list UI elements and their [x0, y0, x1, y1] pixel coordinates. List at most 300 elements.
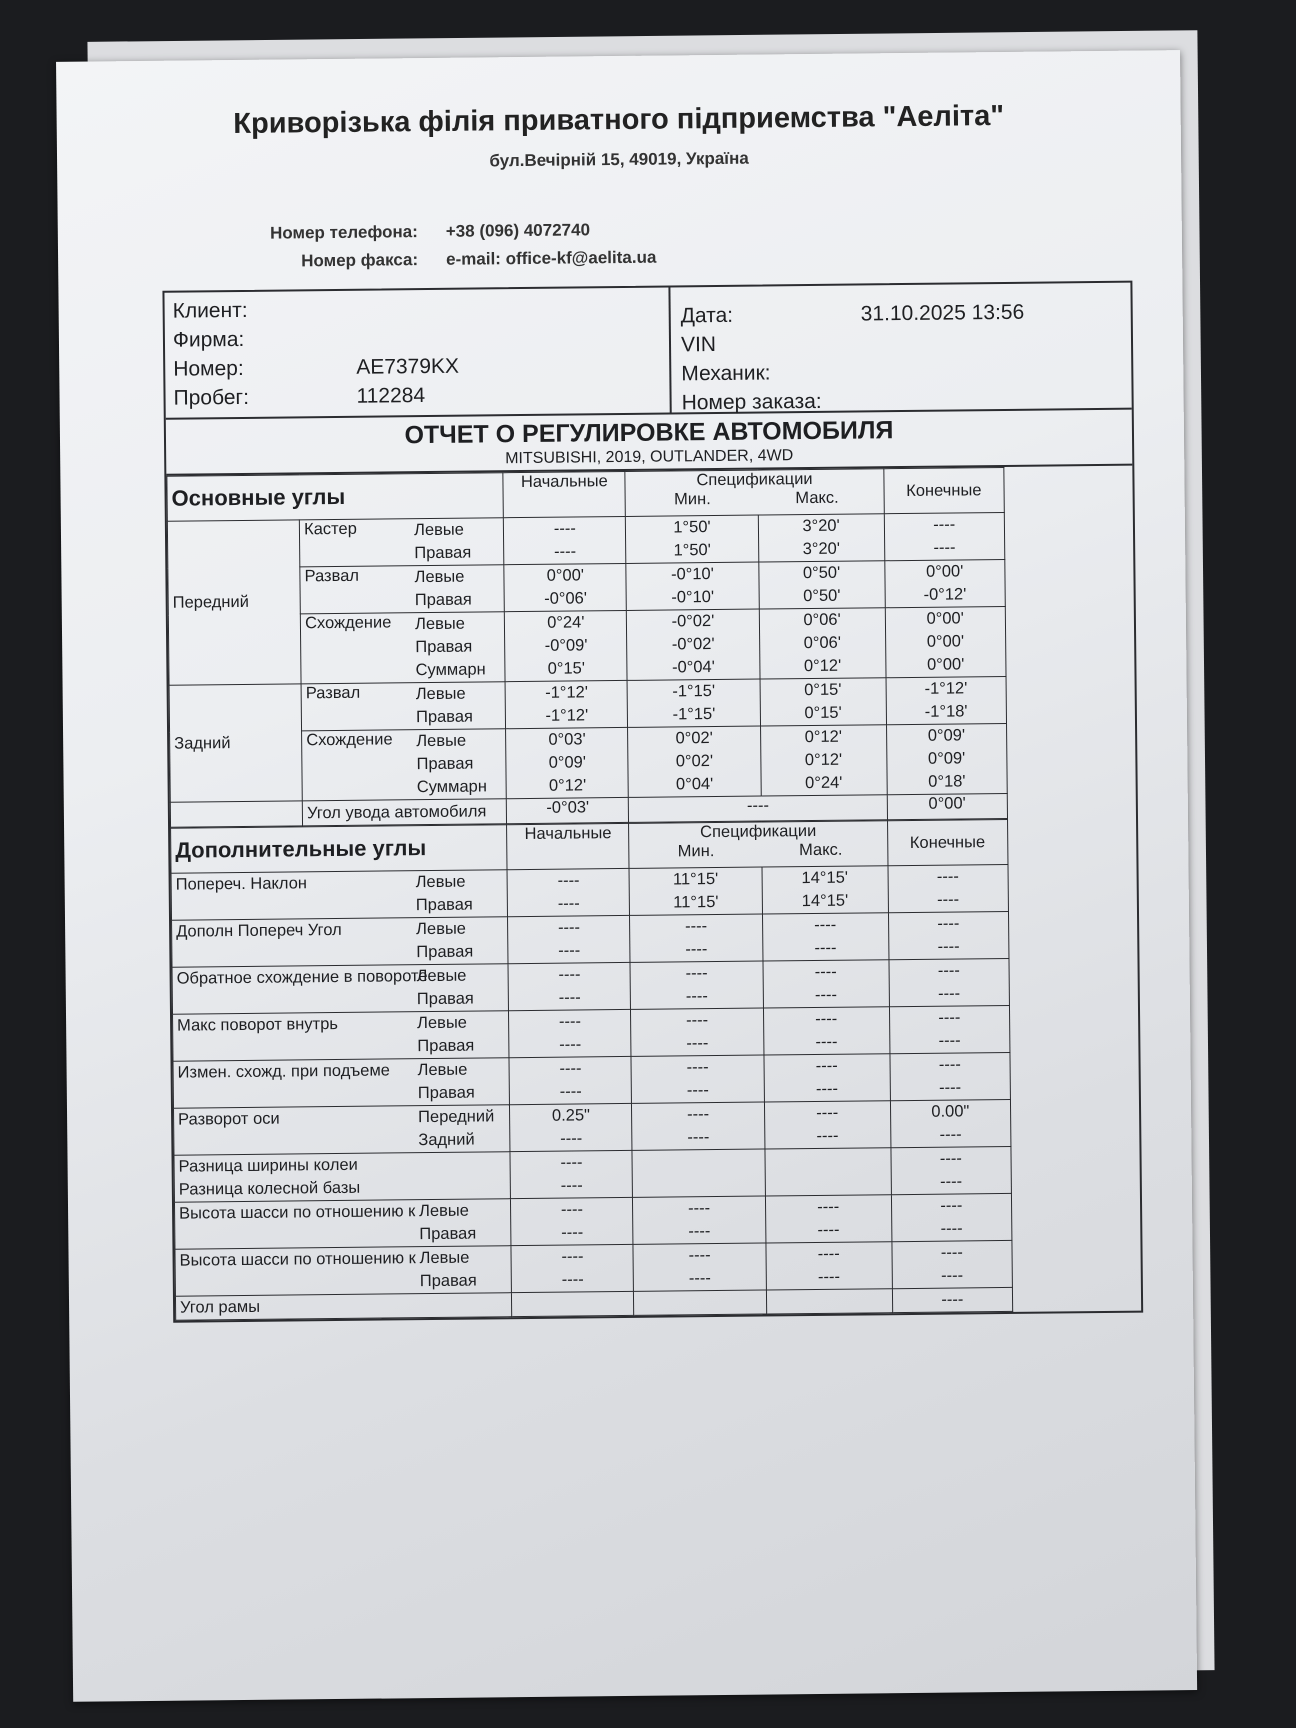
final-value-cell-lines	[894, 1006, 1006, 1053]
cell-value: 0°06'	[803, 610, 841, 630]
cell-value: 3°20'	[802, 539, 841, 559]
cell-value: ----	[553, 519, 576, 538]
initial-value-cell	[504, 563, 627, 611]
cell-value: ----	[561, 1270, 584, 1289]
parameter-wrap	[178, 1105, 506, 1154]
cell-value: ----	[938, 1078, 962, 1097]
cell-value: ----	[559, 1082, 582, 1101]
cell-value: ----	[559, 1059, 582, 1078]
cell-value: ----	[686, 1011, 709, 1030]
spec-min-cell	[630, 961, 763, 1009]
parameter-wrap	[176, 917, 504, 966]
side-labels	[419, 1247, 476, 1294]
fax-line	[218, 248, 656, 273]
initial-value-cell	[505, 680, 628, 728]
final-value-cell	[885, 559, 1006, 607]
side-labels	[416, 918, 473, 965]
thrust-initial: -0°03'	[507, 797, 629, 823]
cell-value: 0°00'	[926, 632, 965, 651]
side-label: Левые	[419, 1248, 470, 1268]
initial-value-cell	[510, 1103, 633, 1151]
col-initial-header: Начальные	[507, 823, 630, 869]
parameter-wrap	[305, 612, 501, 683]
cell-value: ----	[815, 1009, 838, 1028]
cell-value: ----	[561, 1223, 584, 1242]
parameter-cell	[171, 870, 508, 921]
spec-max-cell	[759, 608, 886, 679]
cell-value: 0°09'	[927, 749, 966, 768]
parameter-name	[176, 965, 428, 1014]
cell-value: ----	[560, 1200, 584, 1219]
spec-max-cell	[766, 1242, 893, 1290]
cell-value: ----	[938, 984, 961, 1003]
cell-value: ----	[816, 1103, 839, 1122]
side-labels	[417, 1012, 474, 1059]
cell-value: ----	[686, 1081, 709, 1100]
spec-max-cell-lines	[763, 561, 881, 608]
parameter-wrap	[178, 1058, 506, 1107]
specs-label: Спецификации	[700, 821, 817, 842]
spec-min-cell-lines	[638, 1244, 762, 1291]
cell-value: -0°04'	[671, 658, 715, 677]
cell-value: -0°06'	[544, 589, 588, 608]
fax-value: e-mail: office-kf@aelita.ua	[446, 247, 657, 269]
parameter-wrap	[178, 1152, 506, 1201]
spec-max-cell	[762, 866, 889, 914]
alignment-report-sheet	[56, 50, 1197, 1702]
cell-value: ----	[938, 1008, 961, 1027]
side-labels	[417, 965, 474, 1012]
parameter-name: Развал	[304, 566, 360, 586]
cell-value: 0°50'	[802, 563, 841, 583]
final-value-cell-lines	[895, 1147, 1007, 1194]
initial-value-cell	[511, 1244, 634, 1292]
spec-min-cell-lines	[637, 1197, 761, 1244]
col-max-header: Макс.	[795, 488, 839, 508]
parameter-name: Кастер	[303, 519, 357, 539]
side-label: Левые	[416, 966, 467, 986]
side-label: Левые	[414, 567, 465, 587]
info-label: Клиент:	[172, 298, 248, 323]
parameter-wrap	[304, 565, 500, 613]
cell-value: ----	[553, 542, 577, 561]
cell-value: ----	[940, 1243, 963, 1262]
initial-value-cell-lines	[513, 963, 627, 1010]
cell-value: -1°12'	[545, 706, 589, 725]
cell-value: ----	[817, 1267, 841, 1286]
cell-value: ----	[560, 1176, 583, 1195]
spec-min-cell	[626, 515, 759, 563]
spec-min-cell-lines	[631, 610, 755, 680]
cell-value	[637, 1173, 760, 1197]
final-value-cell-lines	[896, 1194, 1008, 1241]
initial-value-cell	[509, 1056, 632, 1104]
cell-value: ----	[686, 1105, 710, 1124]
cell-value: -1°18'	[924, 702, 968, 721]
cell-value: ----	[940, 1219, 963, 1238]
final-value-cell-lines	[896, 1241, 1008, 1288]
final-value-cell	[884, 512, 1005, 560]
cell-value: -1°12'	[924, 679, 968, 698]
spec-min-cell-lines	[634, 915, 758, 962]
initial-value-cell-lines	[510, 681, 624, 728]
col-specs-header	[629, 821, 888, 869]
initial-value-cell	[508, 915, 631, 963]
spec-max-cell	[760, 725, 887, 796]
spec-min-cell-lines	[635, 962, 759, 1009]
cell-value	[516, 1292, 629, 1316]
spec-min-cell-lines	[631, 563, 755, 610]
initial-value-cell-lines	[514, 1057, 628, 1104]
cell-value: ----	[817, 1244, 840, 1263]
spec-max-cell-lines	[764, 678, 882, 725]
initial-value-cell-lines	[516, 1292, 629, 1316]
cell-value: ----	[685, 917, 708, 936]
cell-value: 11°15'	[673, 892, 719, 912]
cell-value: 0°02'	[675, 752, 714, 771]
cell-value: 0°02'	[675, 729, 713, 748]
cell-value	[638, 1291, 761, 1315]
parameter-name: Схождение	[304, 613, 392, 633]
parameter-line: Разворот оси	[178, 1109, 280, 1129]
parameter-cell	[302, 729, 507, 801]
parameter-wrap	[180, 1293, 508, 1319]
cell-value: ----	[933, 515, 956, 534]
side-labels	[414, 519, 471, 566]
cell-value: ----	[558, 1012, 582, 1031]
cell-value: 11°15'	[672, 869, 719, 889]
cell-value: ----	[560, 1153, 583, 1172]
cell-value: 0°18'	[928, 772, 966, 791]
parameter-cell	[174, 1199, 511, 1250]
side-label: Задний	[418, 1130, 475, 1150]
info-row	[173, 379, 661, 413]
cell-value: ----	[939, 1172, 963, 1191]
side-label: Правая	[414, 590, 472, 610]
cell-value: ----	[814, 962, 837, 981]
final-value-cell	[889, 1005, 1010, 1053]
initial-value-cell	[511, 1197, 634, 1245]
col-min-header: Мин.	[673, 490, 711, 509]
customer-info-right	[670, 283, 1131, 413]
cell-value: -1°12'	[545, 683, 589, 702]
side-labels	[416, 683, 473, 730]
initial-value-cell	[509, 1009, 632, 1057]
cell-value: ----	[937, 961, 960, 980]
spec-min-cell-lines	[636, 1103, 760, 1150]
initial-value-cell-lines	[510, 728, 624, 798]
side-labels	[415, 612, 486, 682]
col-min-header: Мин.	[677, 842, 715, 861]
initial-value-cell	[506, 727, 629, 798]
parameter-cell	[173, 1058, 510, 1109]
spec-min-cell-lines	[630, 516, 754, 563]
cell-value	[769, 1148, 886, 1172]
spec-min-cell-lines	[638, 1291, 761, 1315]
info-label: Дата:	[680, 303, 734, 328]
spec-max-cell-lines	[770, 1242, 888, 1289]
cell-value: 14°15'	[801, 868, 849, 888]
section-title: Основные углы	[167, 473, 504, 522]
parameter-cell	[172, 964, 509, 1015]
vehicle-description: MITSUBISHI, 2019, OUTLANDER, 4WD	[505, 447, 794, 468]
cell-value: ----	[938, 1055, 961, 1074]
phone-line	[218, 220, 590, 244]
initial-value-cell	[504, 516, 627, 564]
spec-min-cell-lines	[632, 727, 756, 797]
thrust-final: 0°00'	[887, 793, 1007, 819]
cell-value: ----	[558, 941, 581, 960]
side-label: Правая	[415, 707, 474, 727]
cell-value: ----	[687, 1128, 710, 1147]
spec-min-cell	[626, 562, 759, 610]
cell-value: ----	[817, 1220, 840, 1239]
table-row	[170, 722, 1136, 802]
side-label: Суммарн	[416, 777, 488, 797]
side-label: Правая	[415, 895, 473, 915]
spec-max-cell-lines	[767, 913, 885, 960]
spec-min-cell	[631, 1008, 764, 1056]
parameter-cell	[173, 1105, 510, 1156]
parameter-line: Разница ширины колеи	[178, 1155, 358, 1176]
info-label: Номер:	[173, 356, 244, 381]
spec-max-cell	[762, 913, 889, 961]
parameter-line: Высота шасси по отношению к	[179, 1249, 416, 1270]
final-value-cell	[892, 1240, 1013, 1288]
parameter-wrap	[304, 518, 500, 566]
side-label: Левые	[416, 919, 467, 939]
fax-label: Номер факса:	[301, 250, 419, 271]
spec-max-cell-lines	[766, 866, 884, 913]
side-label: Правая	[416, 989, 474, 1009]
side-label: Левые	[416, 731, 467, 751]
spec-max-cell	[763, 1007, 890, 1055]
side-labels	[418, 1105, 495, 1152]
cell-value: ----	[686, 1058, 709, 1077]
company-name: Криворізька філія приватного підприемства "Аеліта"	[233, 99, 1005, 141]
phone-label: Номер телефона:	[269, 222, 418, 243]
cell-value: -0°02'	[671, 635, 715, 654]
cell-value: -0°02'	[671, 612, 715, 631]
parameter-line: Попереч. Наклон	[175, 874, 308, 894]
axle-group-label: Задний	[169, 684, 302, 802]
initial-value-cell-lines	[509, 564, 623, 611]
parameter-wrap	[177, 964, 505, 1013]
cell-value: 0°00'	[546, 566, 585, 585]
cell-value: 0°06'	[803, 633, 842, 653]
info-row	[681, 355, 1123, 389]
spec-min-cell-lines	[635, 1009, 759, 1056]
cell-value: ----	[937, 914, 960, 933]
cell-value: ----	[937, 937, 960, 956]
cell-value: 0°00'	[925, 562, 964, 581]
side-label: Правая	[416, 754, 474, 774]
side-label: Левые	[417, 1013, 468, 1033]
spec-min-cell	[634, 1290, 766, 1315]
info-row	[681, 297, 1123, 331]
final-value-cell-lines	[895, 1100, 1007, 1147]
side-label: Правая	[419, 1224, 477, 1244]
final-value-cell	[888, 864, 1009, 912]
cell-value: -0°10'	[671, 588, 715, 607]
cell-value: ----	[816, 1126, 839, 1145]
final-value-cell	[890, 1099, 1011, 1147]
side-label: Правая	[417, 1036, 475, 1056]
final-value-cell-lines	[889, 560, 1001, 607]
phone-value: +38 (096) 4072740	[445, 220, 591, 241]
side-labels	[417, 1059, 474, 1106]
spec-min-cell	[633, 1196, 766, 1244]
cell-value: ----	[557, 894, 580, 913]
final-value-cell	[891, 1193, 1012, 1241]
cell-value: ----	[941, 1290, 964, 1309]
final-value-cell	[886, 676, 1007, 724]
cell-value: ----	[815, 1056, 838, 1075]
cell-value: ----	[557, 871, 580, 890]
extra-angles-table	[170, 818, 1141, 1321]
final-value-cell	[886, 723, 1007, 794]
final-value-cell-lines	[893, 959, 1005, 1006]
info-label: Механик:	[681, 361, 771, 386]
cell-value: ----	[559, 1035, 582, 1054]
specs-label: Спецификации	[696, 469, 813, 490]
mileage-value: 112284	[356, 384, 426, 408]
spec-max-cell	[765, 1148, 892, 1196]
customer-info-left	[164, 287, 671, 417]
main-angles-table	[166, 466, 1136, 828]
final-value-cell-lines	[894, 1053, 1006, 1100]
final-value-cell-lines	[892, 865, 1004, 912]
parameter-cell	[175, 1293, 512, 1321]
cell-value: ----	[685, 987, 708, 1006]
initial-value-cell-lines	[515, 1198, 629, 1245]
parameter-wrap	[179, 1246, 507, 1295]
spec-max-cell	[764, 1101, 891, 1149]
thrust-angle-label: Угол увода автомобиля	[302, 799, 506, 826]
cell-value: ----	[815, 1032, 838, 1051]
initial-value-cell	[507, 868, 630, 916]
initial-value-cell-lines	[509, 611, 623, 681]
spec-max-cell	[765, 1195, 892, 1243]
cell-value: 0°15'	[804, 680, 842, 700]
cell-value: ----	[937, 890, 960, 909]
side-label: Левые	[417, 1060, 468, 1080]
col-final-header: Конечные	[887, 819, 1008, 865]
final-value-cell-lines	[889, 513, 1001, 560]
final-value-cell	[885, 606, 1006, 677]
cell-value: ----	[815, 1079, 839, 1098]
parameter-name	[179, 1200, 419, 1249]
cell-value: 3°20'	[802, 516, 840, 536]
cell-value: 0°24'	[805, 773, 843, 793]
initial-value-cell-lines	[508, 517, 622, 564]
cell-value: 0°15'	[804, 703, 842, 723]
spec-max-cell-lines	[768, 1054, 886, 1101]
cell-value: ----	[686, 1034, 709, 1053]
cell-value: ----	[817, 1197, 840, 1216]
parameter-wrap	[306, 682, 502, 730]
final-value-cell-lines	[893, 912, 1005, 959]
final-value-cell-lines	[890, 677, 1002, 724]
spec-min-cell	[631, 1055, 764, 1103]
cell-value: -0°12'	[923, 585, 967, 604]
cell-value: 1°50'	[673, 518, 711, 537]
parameter-cell	[299, 518, 504, 567]
spec-max-cell-lines	[762, 514, 880, 561]
spec-min-cell-lines	[632, 680, 756, 727]
cell-value: 0.00"	[931, 1102, 970, 1121]
initial-value-cell-lines	[516, 1245, 630, 1292]
parameter-cell	[301, 682, 506, 731]
col-initial-header: Начальные	[503, 471, 626, 517]
parameter-name: Схождение	[306, 730, 393, 750]
initial-value-cell-lines	[513, 1010, 627, 1057]
final-value-cell	[890, 1052, 1011, 1100]
side-label: Передний	[418, 1107, 495, 1127]
info-label: Фирма:	[172, 327, 245, 352]
parameter-cell	[175, 1246, 512, 1297]
report-frame	[162, 281, 1143, 1323]
cell-value: ----	[939, 1149, 962, 1168]
initial-value-cell-lines	[512, 869, 626, 916]
parameter-cell	[300, 612, 505, 684]
side-labels	[419, 1200, 476, 1247]
cell-value: 0°15'	[547, 659, 586, 678]
spec-max-cell	[766, 1289, 892, 1314]
info-label: Номер заказа:	[681, 389, 822, 415]
spec-max-cell-lines	[770, 1195, 888, 1242]
spec-max-cell-lines	[770, 1289, 887, 1313]
cell-value: ----	[940, 1266, 964, 1285]
spec-max-cell	[758, 561, 885, 609]
spec-min-cell	[629, 867, 762, 915]
spec-min-cell	[630, 914, 763, 962]
spec-max-cell-lines	[769, 1101, 887, 1148]
cell-value: 0°12'	[803, 656, 842, 676]
cell-value: 0°09'	[927, 726, 966, 745]
cell-value: ----	[936, 867, 959, 886]
spec-max-cell	[764, 1054, 891, 1102]
parameter-cell	[174, 1152, 511, 1203]
cell-value: -0°10'	[670, 565, 714, 584]
specs-subheader	[634, 840, 883, 862]
date-value: 31.10.2025 13:56	[860, 300, 1025, 326]
cell-value: ----	[560, 1129, 583, 1148]
parameter-cell	[172, 917, 509, 968]
cell-value	[637, 1150, 760, 1174]
final-value-cell-lines	[891, 724, 1003, 794]
cell-value: ----	[940, 1196, 963, 1215]
parameter-name: Развал	[305, 683, 361, 703]
side-label: Правая	[417, 1083, 475, 1103]
section-title: Дополнительные углы	[171, 825, 508, 874]
cell-value: -0°09'	[544, 636, 588, 655]
parameter-name	[179, 1247, 419, 1296]
cell-value: -1°15'	[672, 705, 716, 724]
spec-min-cell-lines	[634, 868, 758, 915]
spec-max-cell-lines	[768, 1007, 886, 1054]
side-label: Левые	[418, 1201, 469, 1221]
spec-max-cell-lines	[769, 1148, 887, 1195]
initial-value-cell	[505, 610, 628, 681]
side-label: Левые	[413, 520, 464, 540]
side-label: Левые	[415, 684, 466, 704]
report-title: ОТЧЕТ О РЕГУЛИРОВКЕ АВТОМОБИЛЯ	[404, 416, 894, 450]
side-label: Левые	[414, 614, 465, 634]
specs-subheader	[630, 488, 879, 510]
cell-value: 0°00'	[926, 655, 965, 674]
company-address: бул.Вечірній 15, 49019, Україна	[489, 148, 749, 171]
